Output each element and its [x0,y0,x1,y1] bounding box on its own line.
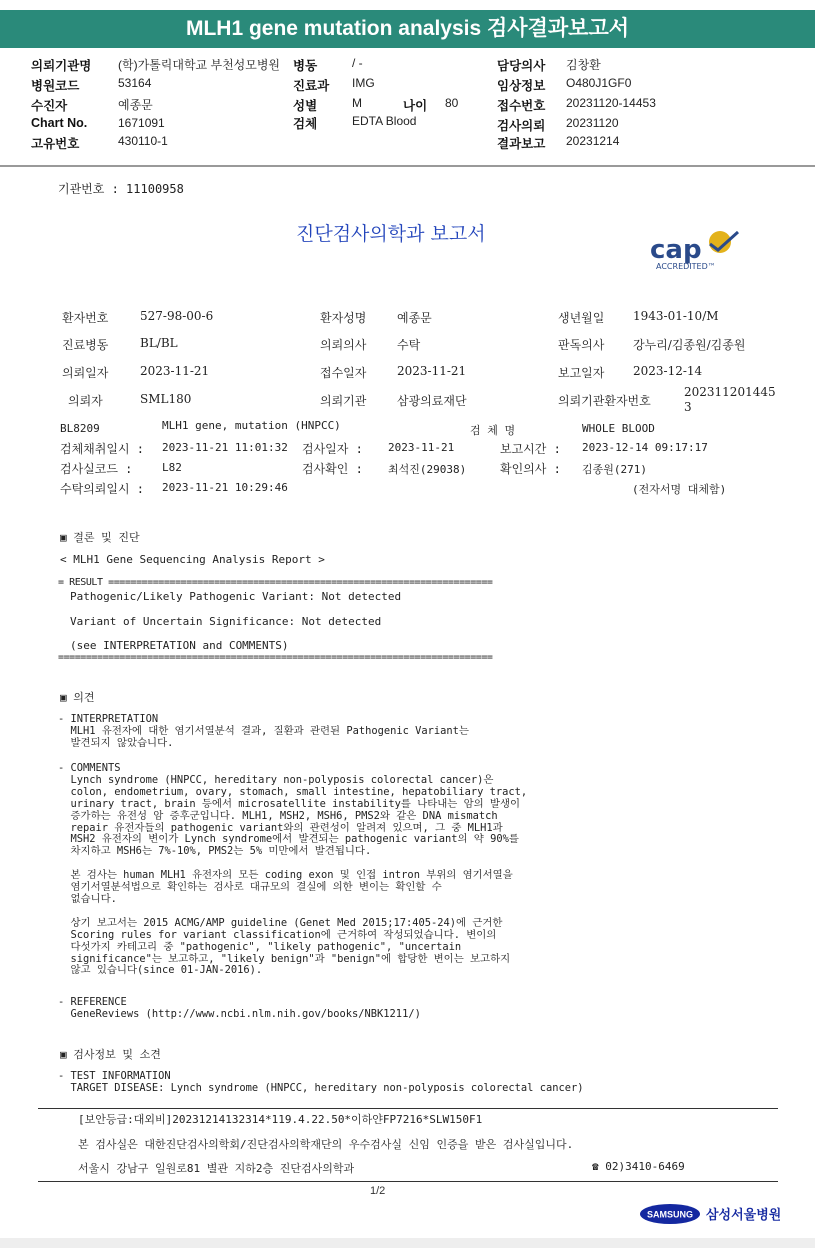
section-heading-result: ▣ 결론 및 진단 [60,531,140,544]
certification-line: 본 검사실은 대한진단검사의학회/진단검사의학재단의 우수검사실 신임 인증을 받은 검사실입니다. [78,1138,574,1151]
report-header-title: MLH1 gene mutation analysis 검사결과보고서 [0,10,815,48]
patient-value: 2023-11-21 [140,364,210,378]
meta-label: 보고시간 : [500,442,561,456]
interpretation-block: - INTERPRETATION MLH1 유전자에 대한 염기서열분석 결과, 질환과 관련된 Pathogenic Variant는 발견되지 않았습니다. [58,713,469,749]
footer-divider-bottom [38,1181,778,1182]
samsung-logo-graphic [640,1200,780,1228]
institution-number: 기관번호 : 11100958 [58,182,184,196]
info-value: 20231120 [566,116,619,130]
patient-label: 의뢰기관 [320,394,367,408]
info-value: / - [352,56,363,70]
section-heading-testinfo: ▣ 검사정보 및 소견 [60,1048,161,1061]
patient-label: 판독의사 [558,338,605,352]
info-value: 1671091 [118,116,165,130]
test-name: MLH1 gene, mutation (HNPCC) [162,419,341,432]
info-label: 임상정보 [497,79,546,93]
cap-accredited-logo [648,228,754,274]
specimen-value: WHOLE BLOOD [582,422,655,435]
patient-label: 환자번호 [62,311,109,325]
result-line: (see INTERPRETATION and COMMENTS) [70,639,289,652]
info-value: EDTA Blood [352,114,417,128]
info-value: (학)가톨릭대학교 부천성모병원 [118,58,281,72]
cap-logo-text: cap [650,235,702,265]
meta-label: 검사확인 : [302,462,363,476]
report-title: 진단검사의학과 보고서 [296,223,486,245]
specimen-label: 검 체 명 [470,424,516,437]
info-value: 20231120-14453 [566,96,656,110]
test-code: BL8209 [60,422,100,435]
info-value: IMG [352,76,375,90]
hospital-logo-text: 삼성서울병원 [706,1208,780,1223]
patient-label: 의뢰기관환자번호 [558,394,651,408]
patient-value: 202311201445 [684,385,776,399]
info-label: 수진자 [31,99,68,113]
patient-value: 수탁 [397,338,421,352]
patient-label: 의뢰일자 [62,366,109,380]
samsung-logo-text: SAMSUNG [646,1209,694,1220]
patient-label: 환자성명 [320,311,367,325]
info-label: 결과보고 [497,137,546,151]
patient-label: 의뢰자 [68,394,103,408]
patient-value: SML180 [140,392,192,406]
reference-block: - REFERENCE GeneReviews (http://www.ncbi.nlm.nih.gov/books/NBK1211/) [58,996,421,1020]
patient-value: 2023-12-14 [633,364,703,378]
header-divider [0,165,815,167]
patient-value-cont: 3 [684,400,692,414]
lab-phone: ☎ 02)3410-6469 [592,1160,685,1173]
meta-label: 검사일자 : [302,442,363,456]
info-label: 병원코드 [31,79,80,93]
patient-value: 삼광의료재단 [397,394,467,408]
meta-label: 검체채취일시 : [60,442,145,456]
patient-value: 527-98-00-6 [140,309,214,323]
testinfo-block: - TEST INFORMATION TARGET DISEASE: Lynch syndrome (HNPCC, hereditary non-polyposis colorectal cancer) [58,1070,584,1094]
info-label: 병동 [293,59,318,73]
patient-value: 강누리/김종원/김종원 [633,338,746,352]
meta-value: 최석진(29038) [388,463,467,476]
info-value: 예종문 [118,98,153,112]
info-value: O480J1GF0 [566,76,632,90]
report-name: < MLH1 Gene Sequencing Analysis Report > [60,553,325,566]
meta-value: 2023-12-14 09:17:17 [582,441,708,454]
meta-value: 김종원(271) [582,463,647,476]
info-label: 나이 [403,99,428,113]
patient-label: 의뢰의사 [320,338,367,352]
info-label: 접수번호 [497,99,546,113]
patient-value: 2023-11-21 [397,364,467,378]
info-value: 430110-1 [118,134,168,148]
cap-logo-graphic [648,228,754,274]
meta-value: 2023-11-21 [388,441,455,454]
info-value: 53164 [118,76,152,90]
info-label: 성별 [293,99,318,113]
info-value: 김창환 [566,58,601,72]
lab-address: 서울시 강남구 일원로81 별관 지하2층 진단검사의학과 [78,1162,355,1175]
patient-label: 생년월일 [558,311,605,325]
info-value: 20231214 [566,134,620,148]
result-line: Pathogenic/Likely Pathogenic Variant: Not detected [70,590,402,603]
result-header-line: = RESULT ===================================================================== [58,577,493,588]
security-line: [보안등급:대외비]20231214132314*119.4.22.50*이하얀FP7216*SLW150F1 [78,1113,483,1126]
e-signature-note: (전자서명 대체함) [632,483,727,496]
info-label: 의뢰기관명 [31,59,92,73]
info-label: 검체 [293,117,318,131]
result-footer-line: ============================================================================== [58,652,493,663]
patient-value: 1943-01-10/M [633,309,719,323]
patient-label: 접수일자 [320,366,367,380]
meta-label: 검사실코드 : [60,462,133,476]
info-label: 검사의뢰 [497,119,546,133]
patient-label: 보고일자 [558,366,605,380]
footer-divider-top [38,1108,778,1109]
info-label: Chart No. [31,116,88,130]
info-label: 진료과 [293,79,330,93]
meta-value: L82 [162,461,182,474]
page-bottom-bar [0,1238,815,1248]
patient-label: 진료병동 [62,338,109,352]
meta-value: 2023-11-21 10:29:46 [162,481,288,494]
info-label: 고유번호 [31,137,80,151]
result-line: Variant of Uncertain Significance: Not detected [70,615,382,628]
meta-label: 확인의사 : [500,462,561,476]
info-value: 80 [445,96,459,110]
info-label: 담당의사 [497,59,546,73]
patient-value: 예종문 [397,311,432,325]
cap-logo-subtext: ACCREDITED™ [656,262,716,271]
patient-value: BL/BL [140,336,178,350]
meta-value: 2023-11-21 11:01:32 [162,441,288,454]
page-number: 1/2 [370,1185,386,1197]
info-value: M [352,96,362,110]
comments-block: - COMMENTS Lynch syndrome (HNPCC, hereditary non-polyposis colorectal cancer)은 colon, endometrium, ovary, stomach, small intestine, hepatobiliary tract, urinary tract, brain 등에서 microsatellite instability를 나타내는 암의 발생이 증가하는 유전성 암 증후군입니다. MLH1, MSH2, MSH6, PMS2와 같은 DNA mismatch repair 유전자들의 pathogenic variant와의 관련성이 알려져 있으며, 그 중 MLH1과 MSH2 유전자의 변이가 Lynch syndrome에서 발견되는 pathogenic variant의 약 90%를 차지하고 MSH6는 7%-10%, PMS2는 5% 미만에서 발견됩니다. 본 검사는 human MLH1 유전자의 모든 coding exon 및 인접 intron 부위의 염기서열을 염기서열분석법으로 확인하는 검사로 대규모의 결실에 의한 변이는 확인할 수 없습니다. 상기 보고서는 2015 ACMG/AMP guideline (Genet Med 2015;17:405-24)에 근거한 Scoring rules for variant classification에 근거하여 작성되었습니다. 변이의 다섯가지 카테고리 중 "pathogenic", "likely pathogenic", "uncertain significance"는 보고하고, "likely benign"과 "benign"에 합당한 변이는 보고하지 않고 있습니다(since 01-JAN-2016). [58,762,528,977]
samsung-hospital-logo [640,1200,780,1228]
section-heading-opinion: ▣ 의견 [60,691,95,704]
meta-label: 수탁의뢰일시 : [60,482,145,496]
